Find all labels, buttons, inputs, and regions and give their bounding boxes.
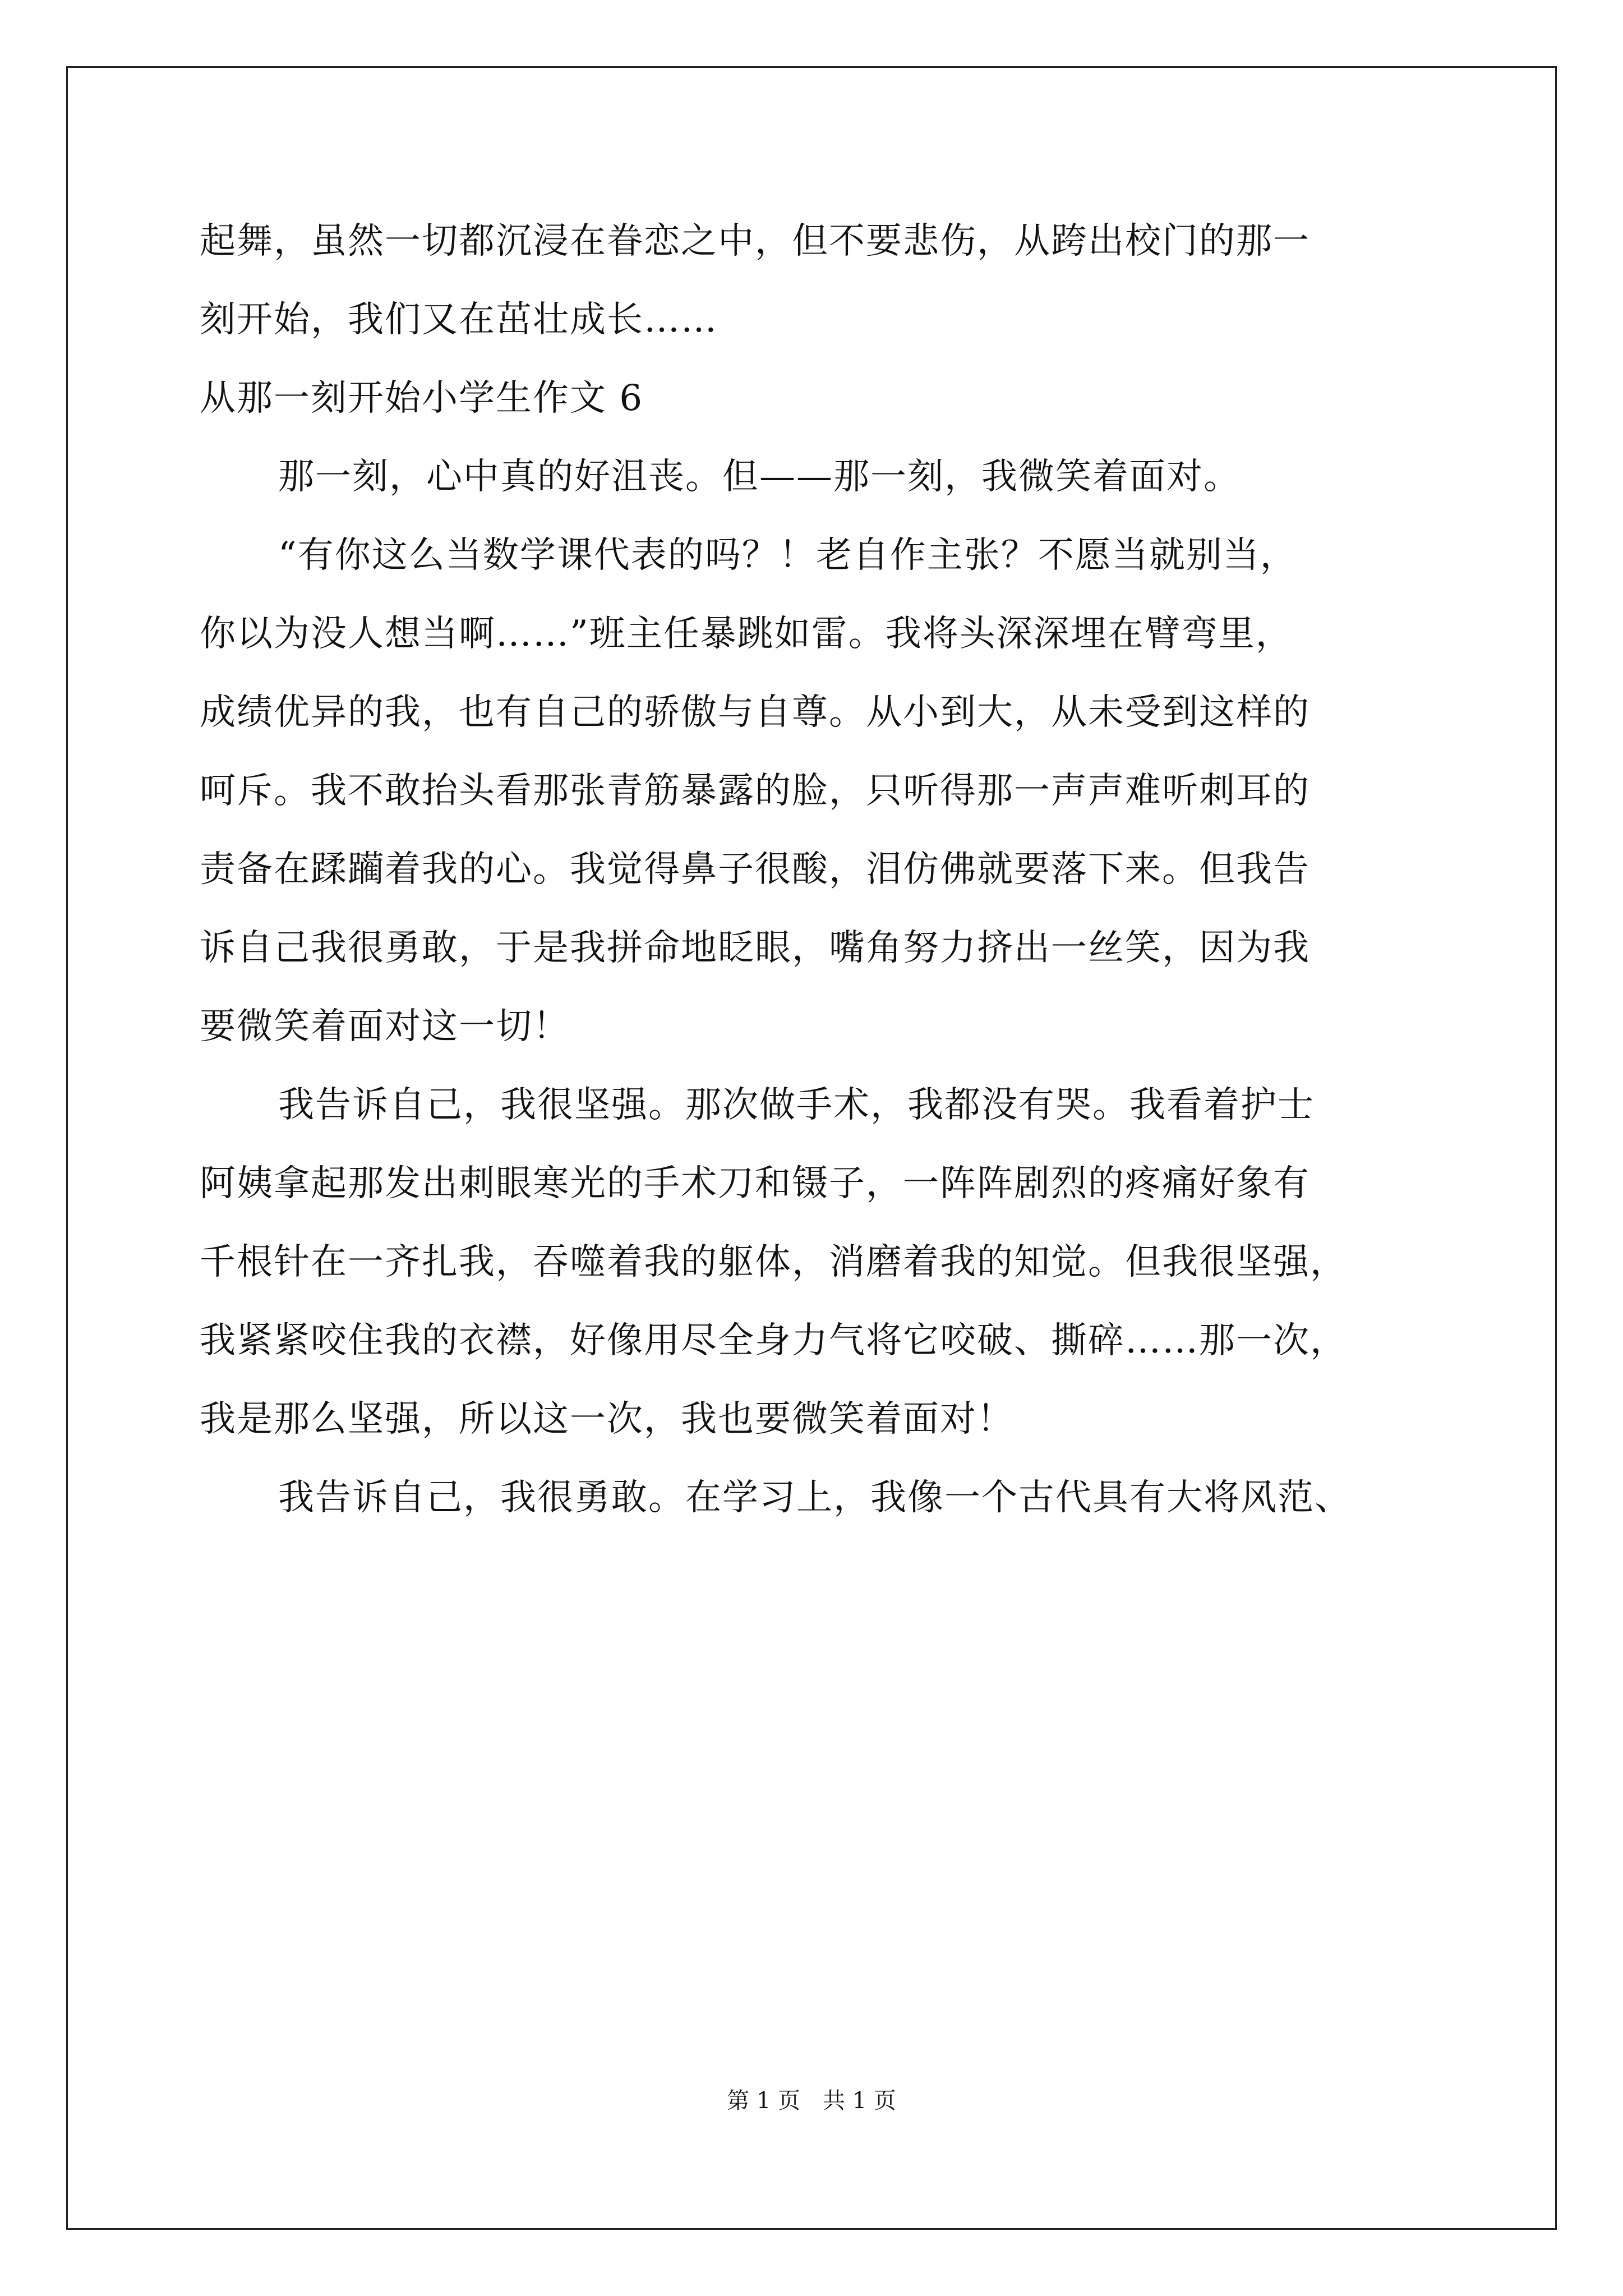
text-line: 那一刻，心中真的好沮丧。但——那一刻，我微笑着面对。 <box>278 456 1241 498</box>
text-line: 要微笑着面对这一切！ <box>200 1006 570 1047</box>
text-line: 诉自己我很勇敢，于是我拼命地眨眼，嘴角努力挤出一丝笑，因为我 <box>200 927 1310 969</box>
text-line: 千根针在一齐扎我，吞噬着我的躯体，消磨着我的知觉。但我很坚强， <box>200 1241 1347 1283</box>
text-line: 我告诉自己，我很坚强。那次做手术，我都没有哭。我看着护士 <box>278 1084 1315 1126</box>
text-line: 刻开始，我们又在茁壮成长…… <box>200 299 718 341</box>
page-footer: 第 1 页 共 1 页 <box>727 2088 896 2114</box>
text-line: 起舞，虽然一切都沉浸在眷恋之中，但不要悲伤，从跨出校门的那一 <box>200 220 1310 262</box>
text-line: 责备在蹂躏着我的心。我觉得鼻子很酸，泪仿佛就要落下来。但我告 <box>200 849 1310 890</box>
text-line: 你以为没人想当啊……”班主任暴跳如雷。我将头深深埋在臂弯里， <box>200 613 1293 655</box>
text-line: “有你这么当数学课代表的吗？！老自作主张？不愿当就别当， <box>278 535 1297 576</box>
section-heading: 从那一刻开始小学生作文 6 <box>200 378 644 419</box>
text-line: 我是那么坚强，所以这一次，我也要微笑着面对！ <box>200 1398 1014 1440</box>
text-line: 阿姨拿起那发出刺眼寒光的手术刀和镊子，一阵阵剧烈的疼痛好象有 <box>200 1163 1310 1204</box>
text-line: 呵斥。我不敢抬头看那张青筋暴露的脸，只听得那一声声难听刺耳的 <box>200 770 1310 812</box>
text-line: 我紧紧咬住我的衣襟，好像用尽全身力气将它咬破、撕碎……那一次， <box>200 1320 1347 1361</box>
text-line: 成绩优异的我，也有自己的骄傲与自尊。从小到大，从未受到这样的 <box>200 692 1310 733</box>
text-line: 我告诉自己，我很勇敢。在学习上，我像一个古代具有大将风范、 <box>278 1477 1352 1519</box>
